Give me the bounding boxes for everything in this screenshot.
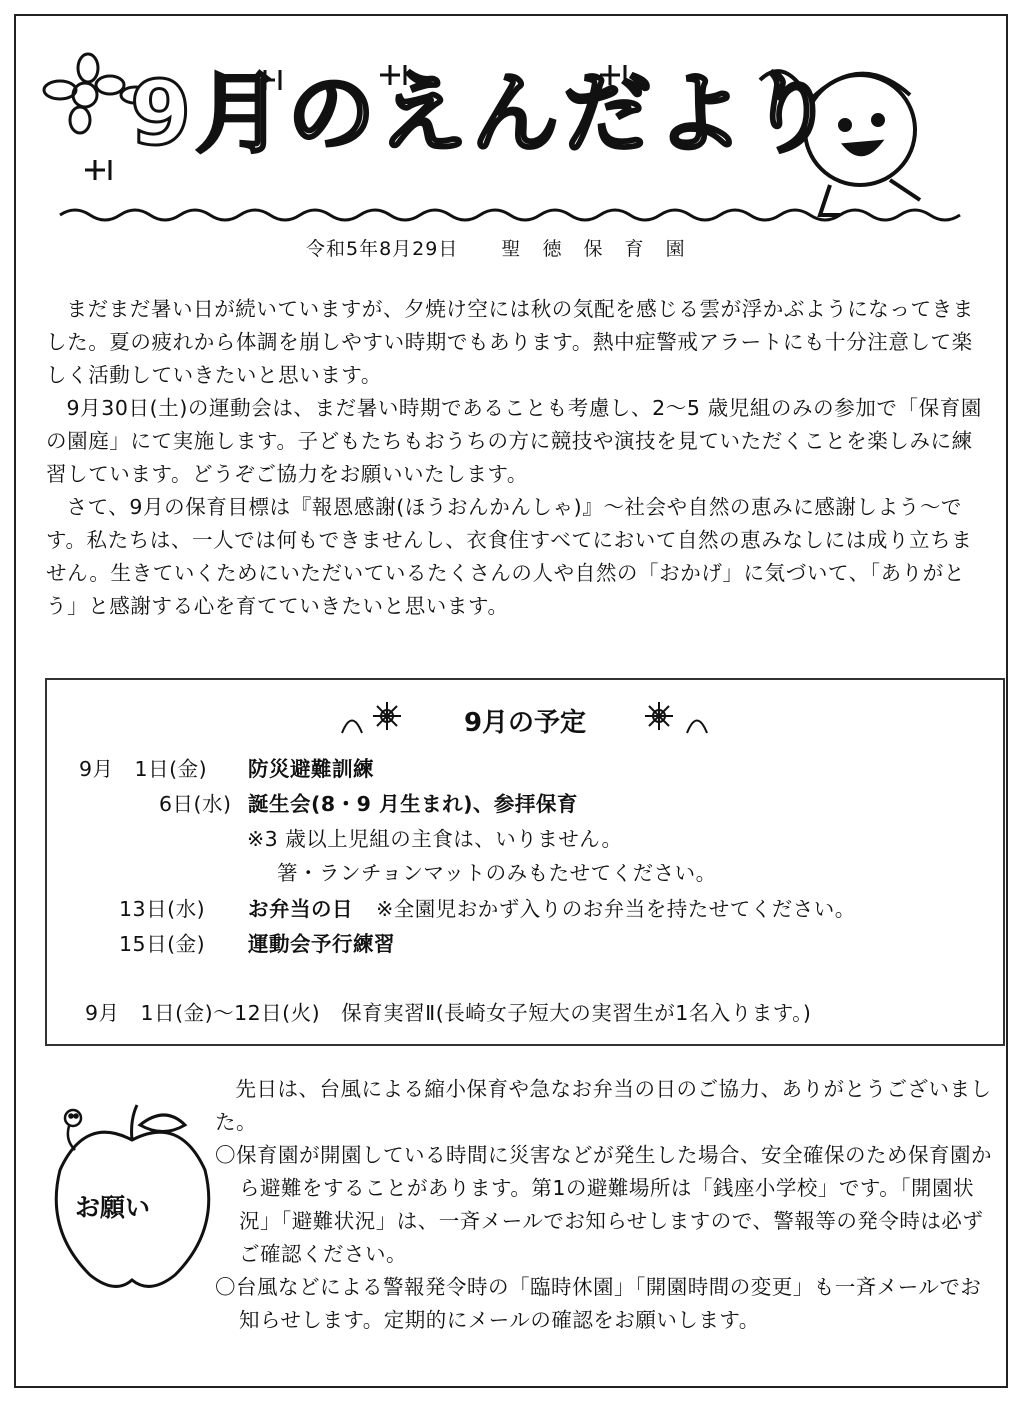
- schedule-row: [159, 787, 578, 817]
- schedule-title: 9月の予定: [463, 708, 587, 738]
- schedule-row: [119, 892, 856, 922]
- intro-text: [46, 293, 986, 623]
- schedule-date: 13日(水): [119, 897, 206, 921]
- schedule-note: ※3 歳以上児組の主食は、いりません。: [247, 827, 623, 851]
- schedule-row: [119, 927, 395, 957]
- request-item: 〇台風などによる警報発令時の「臨時休園」「開園時間の変更」も一斉メールでお知らせします。定期的にメールの確認をお願いします。: [215, 1275, 982, 1332]
- request-text: [215, 1073, 995, 1337]
- schedule-event: 誕生会(8・9 月生まれ)、参拝保育: [248, 792, 578, 816]
- schedule-note: ※全園児おかず入りのお弁当を持たせてください。: [376, 897, 856, 921]
- issue-date: 令和5年8月29日: [306, 238, 459, 260]
- schedule-note: 箸・ランチョンマットのみもたせてください。: [277, 861, 717, 885]
- intro-paragraph: まだまだ暑い日が続いていますが、夕焼け空には秋の気配を感じる雲が浮かぶようになってきました。夏の疲れから体調を崩しやすい時期でもあります。熱中症警戒アラートにも十分注意して楽しく活動していきたいと思います。: [46, 297, 974, 387]
- request-lead: 先日は、台風による縮小保育や急なお弁当の日のご協力、ありがとうございました。: [215, 1077, 992, 1134]
- schedule-event: お弁当の日: [248, 897, 354, 921]
- intro-paragraph: 9月30日(土)の運動会は、まだ暑い時期であることも考慮し、2～5 歳児組のみの参加で「保育園の園庭」にて実施します。子どもたちもおうちの方に競技や演技を見ていただくことを楽しみに練習しています。どうぞご協力をお願いいたします。: [46, 396, 982, 486]
- schedule-event: 防災避難訓練: [248, 757, 375, 781]
- schedule-row: [79, 752, 374, 782]
- practicum-note: 9月 1日(金)～12日(火) 保育実習Ⅱ(長崎女子短大の実習生が1名入ります。): [85, 1001, 812, 1025]
- schedule-date: 9月 1日(金): [79, 757, 208, 781]
- organization-name: 聖 徳 保 育 園: [501, 238, 693, 260]
- request-label: お願い: [75, 1193, 151, 1222]
- schedule-box: [45, 678, 1005, 1046]
- schedule-date: 15日(金): [119, 932, 206, 956]
- schedule-event: 運動会予行練習: [248, 932, 396, 956]
- request-item: 〇保育園が開園している時間に災害などが発生した場合、安全確保のため保育園から避難をすることがあります。第1の避難場所は「銭座小学校」です。「開園状況」「避難状況」は、一斉メールでお知らせしますので、警報等の発令時は必ずご確認ください。: [215, 1143, 992, 1266]
- issue-date-line: [306, 234, 693, 261]
- intro-paragraph: さて、9月の保育目標は『報恩感謝(ほうおんかんしゃ)』～社会や自然の恵みに感謝しよう～です。私たちは、一人では何もできませんし、衣食住すべてにおいて自然の恵みなしには成り立ちません。生きていくためにいただいているたくさんの人や自然の「おかげ」に気づいて、「ありがとう」と感謝する心を育てていきたいと思います。: [46, 495, 973, 618]
- schedule-date: 6日(水): [159, 792, 232, 816]
- page-title: 9月のえんだより: [130, 62, 840, 165]
